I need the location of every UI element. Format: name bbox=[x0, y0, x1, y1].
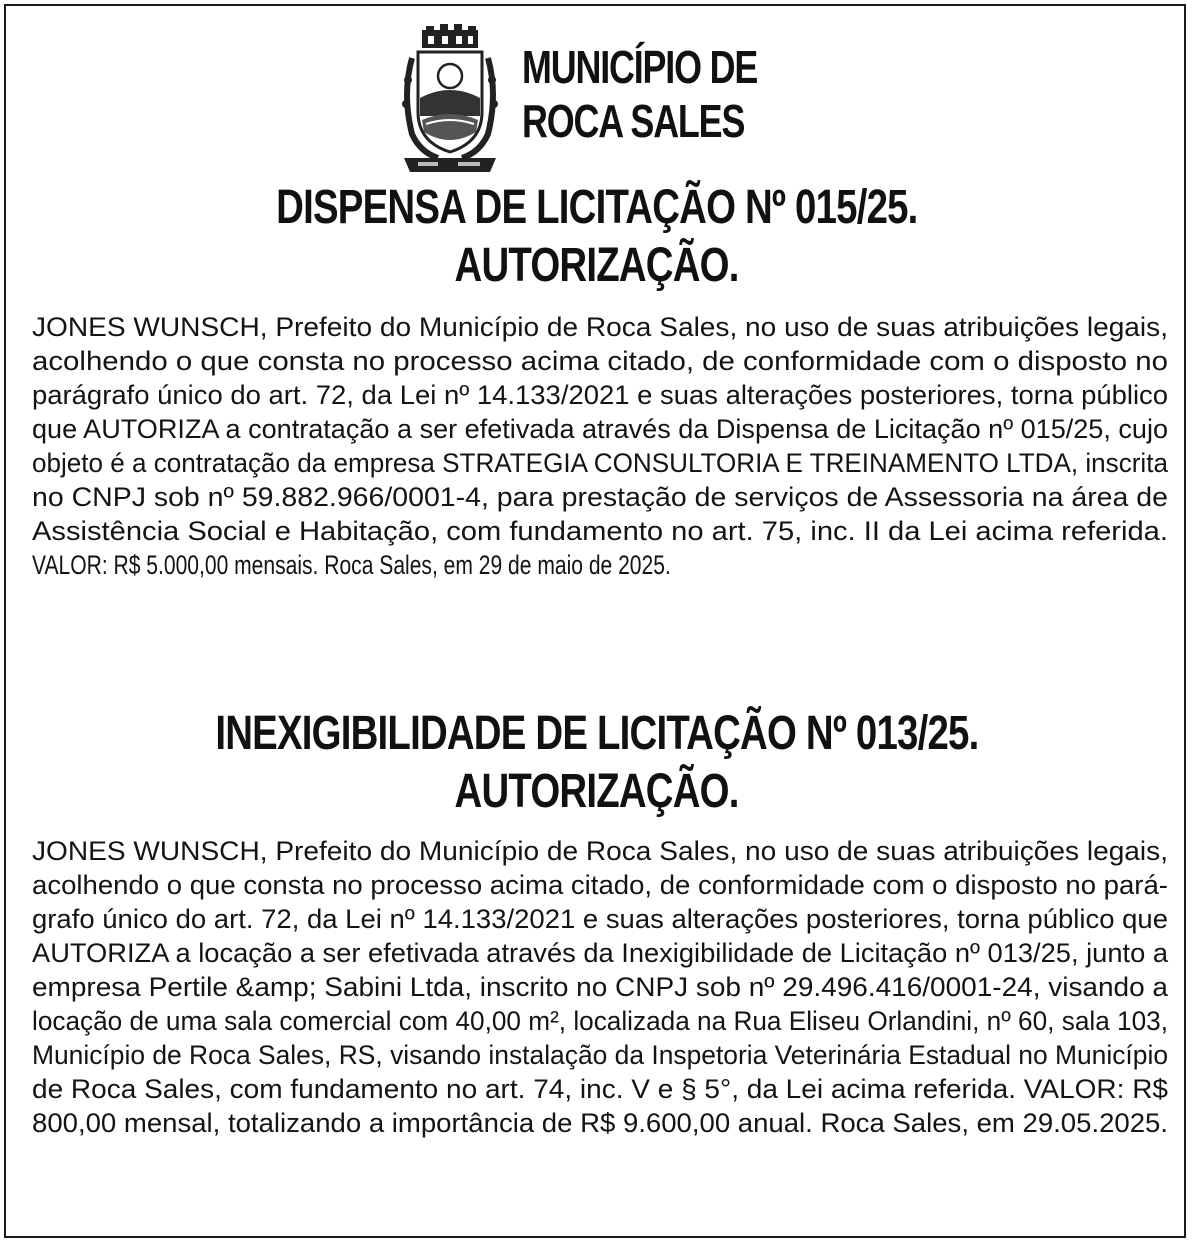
header bbox=[6, 18, 1188, 178]
section1-line: objeto é a contratação da empresa STRATEGIA CONSULTORIA E TREINAMENTO LTDA, inscrita bbox=[32, 448, 1168, 478]
municipality-name bbox=[522, 40, 757, 148]
section1-line: VALOR: R$ 5.000,00 mensais. Roca Sales, em 29 de maio de 2025. bbox=[32, 550, 671, 580]
section2-line: AUTORIZA a locação a ser efetivada através da Inexigibilidade de Licitação nº 013/25, junto a bbox=[32, 938, 1169, 968]
section2-body bbox=[32, 834, 1168, 1140]
notice-frame bbox=[4, 4, 1186, 1238]
section2-line: 800,00 mensal, totalizando a importância de R$ 9.600,00 anual. Roca Sales, em 29.05.2025. bbox=[32, 1108, 1169, 1138]
section2-line: de Roca Sales, com fundamento no art. 74, inc. V e § 5°, da Lei acima referida. VALOR: R$ bbox=[32, 1074, 1169, 1104]
section2-line: Município de Roca Sales, RS, visando instalação da Inspetoria Veterinária Estadual no Município bbox=[32, 1040, 1169, 1070]
section1-title-line-1: DISPENSA DE LICITAÇÃO Nº 015/25. bbox=[276, 181, 918, 234]
section2-line: acolhendo o que consta no processo acima citado, de conformidade com o disposto no pará- bbox=[32, 870, 1168, 900]
section2-line: JONES WUNSCH, Prefeito do Município de Roca Sales, no uso de suas atribuições legais, bbox=[32, 836, 1168, 866]
section1-line: JONES WUNSCH, Prefeito do Município de Roca Sales, no uso de suas atribuições legais, bbox=[32, 312, 1168, 342]
section1-line: Assistência Social e Habitação, com fundamento no art. 75, inc. II da Lei acima referida. bbox=[32, 516, 1168, 546]
section1-body bbox=[32, 310, 1168, 582]
section2-line: empresa Pertile &amp; Sabini Ltda, inscrito no CNPJ sob nº 29.496.416/0001-24, visando a bbox=[32, 972, 1168, 1002]
section2-line: locação de uma sala comercial com 40,00 m², localizada na Rua Eliseu Orlandini, nº 60, sala 103, bbox=[32, 1006, 1168, 1036]
section1-line: no CNPJ sob nº 59.882.966/0001-4, para prestação de serviços de Assessoria na área de bbox=[32, 482, 1168, 512]
section2-line: grafo único do art. 72, da Lei nº 14.133/2021 e suas alterações posteriores, torna público que bbox=[32, 904, 1168, 934]
section1-line: que AUTORIZA a contratação a ser efetivada através da Dispensa de Licitação nº 015/25, cujo bbox=[32, 414, 1169, 444]
municipal-coat-of-arms-icon bbox=[398, 24, 502, 174]
section2-title-line-2: AUTORIZAÇÃO. bbox=[454, 765, 740, 818]
section1-line: acolhendo o que consta no processo acima citado, de conformidade com o disposto no bbox=[32, 346, 1168, 376]
section2-title-line-1: INEXIGIBILIDADE DE LICITAÇÃO Nº 013/25. bbox=[215, 707, 979, 760]
municipality-line-1: MUNICÍPIO DE bbox=[522, 41, 758, 93]
section1-line: parágrafo único do art. 72, da Lei nº 14.133/2021 e suas alterações posteriores, torna público bbox=[32, 380, 1169, 410]
municipality-line-2: ROCA SALES bbox=[522, 95, 745, 147]
section1-title-line-2: AUTORIZAÇÃO. bbox=[454, 239, 740, 292]
